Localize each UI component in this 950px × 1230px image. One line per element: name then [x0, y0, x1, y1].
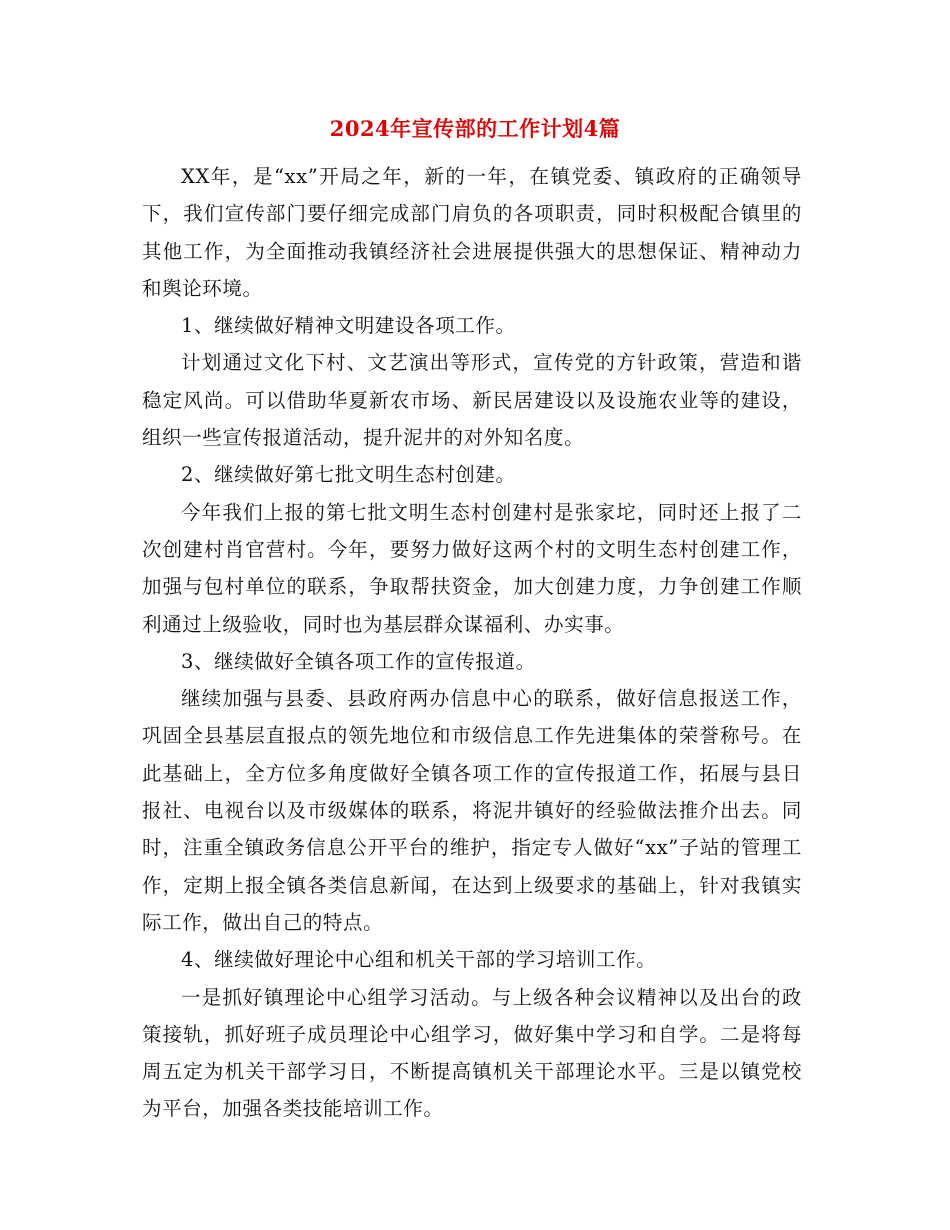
paragraph-intro: XX年，是“xx”开局之年，新的一年，在镇党委、镇政府的正确领导下，我们宣传部门要仔细完成部门肩负的各项职责，同时积极配合镇里的其他工作，为全面推动我镇经济社会进展提供强大的思想保证、精神动力和舆论环境。: [142, 165, 802, 300]
paragraph-section-4: 一是抓好镇理论中心组学习活动。与上级各种会议精神以及出台的政策接轨，抓好班子成员理论中心组学习，做好集中学习和自学。二是将每周五定为机关干部学习日，不断提高镇机关干部理论水平。三是以镇党校为平台，加强各类技能培训工作。: [142, 985, 802, 1121]
section-heading-3: 3、继续做好全镇各项工作的宣传报道。: [181, 649, 536, 673]
document-title: 2024年宣传部的工作计划4篇: [329, 116, 621, 141]
section-heading-1: 1、继续做好精神文明建设各项工作。: [181, 314, 516, 338]
section-heading-4: 4、继续做好理论中心组和机关干部的学习培训工作。: [181, 948, 657, 972]
paragraph-section-1: 计划通过文化下村、文艺演出等形式，宣传党的方针政策，营造和谐稳定风尚。可以借助华夏新农市场、新民居建设以及设施农业等的建设，组织一些宣传报道活动，提升泥井的对外知名度。: [142, 351, 802, 450]
section-heading-2: 2、继续做好第七批文明生态村创建。: [181, 463, 516, 487]
document-body: [142, 158, 802, 1128]
paragraph-section-3: 继续加强与县委、县政府两办信息中心的联系，做好信息报送工作，巩固全县基层直报点的领先地位和市级信息工作先进集体的荣誉称号。在此基础上，全方位多角度做好全镇各项工作的宣传报道工作，拓展与县日报社、电视台以及市级媒体的联系，将泥井镇好的经验做法推介出去。同时，注重全镇政务信息公开平台的维护，指定专人做好“xx”子站的管理工作，定期上报全镇各类信息新闻，在达到上级要求的基础上，针对我镇实际工作，做出自己的特点。: [142, 687, 802, 934]
paragraph-section-2: 今年我们上报的第七批文明生态村创建村是张家坨，同时还上报了二次创建村肖官营村。今年，要努力做好这两个村的文明生态村创建工作，加强与包村单位的联系，争取帮扶资金，加大创建力度，力争创建工作顺利通过上级验收，同时也为基层群众谋福利、办实事。: [142, 500, 802, 636]
